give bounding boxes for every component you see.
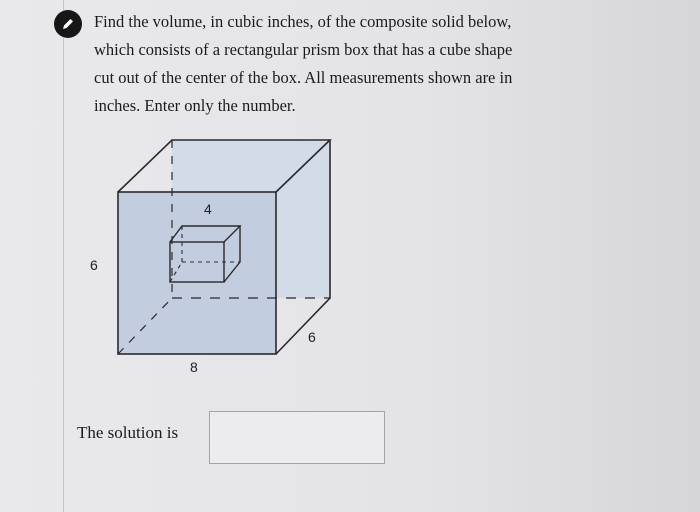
cube-edge-label: 4: [204, 201, 212, 217]
question-line: Find the volume, in cubic inches, of the composite solid below,: [94, 12, 512, 31]
pencil-icon: [61, 17, 75, 31]
question-line: inches. Enter only the number.: [94, 96, 296, 115]
depth-label: 6: [308, 329, 316, 345]
question-text: [94, 8, 614, 120]
solution-label: The solution is: [77, 423, 179, 442]
height-label: 6: [90, 257, 98, 273]
solution-input[interactable]: [209, 411, 385, 464]
question-line: which consists of a rectangular prism box that has a cube shape: [94, 40, 513, 59]
margin-divider: [63, 0, 64, 512]
width-label: 8: [190, 359, 198, 375]
composite-solid-figure: [80, 128, 360, 378]
question-line: cut out of the center of the box. All measurements shown are in: [94, 68, 513, 87]
edit-badge[interactable]: [54, 10, 82, 38]
